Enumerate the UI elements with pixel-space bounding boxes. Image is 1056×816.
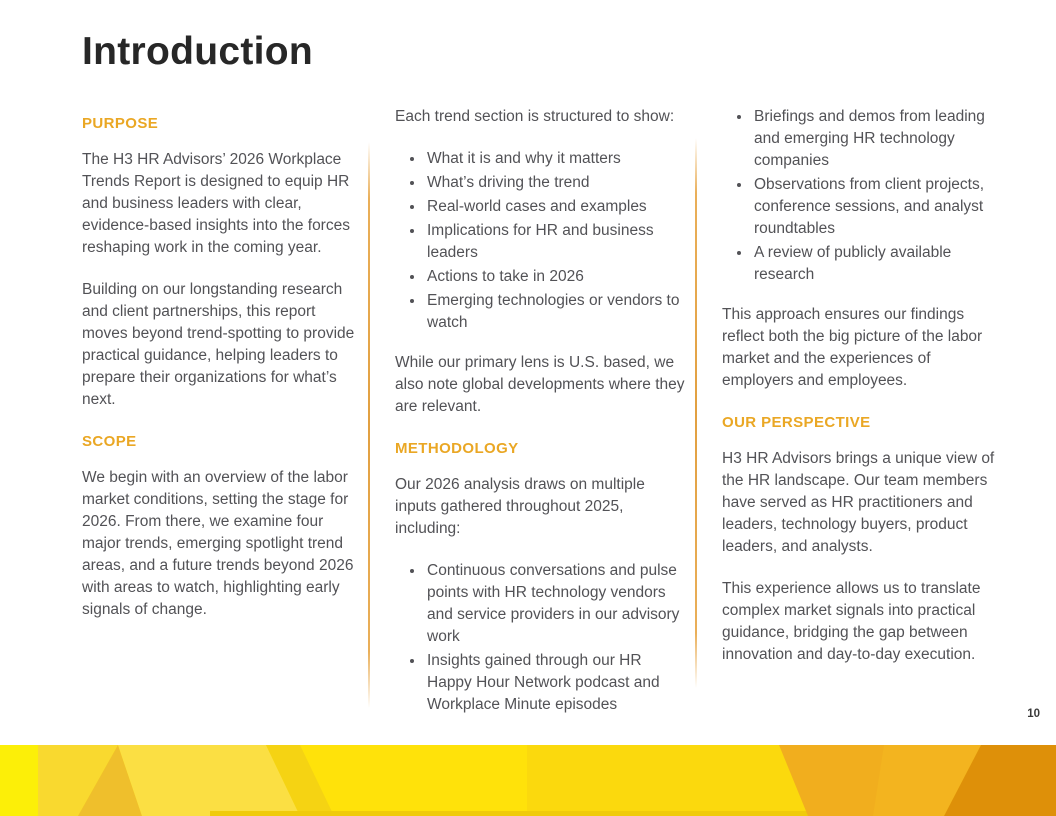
- column-inputs-perspective: [722, 106, 1004, 686]
- purpose-paragraph-2: Building on our longstanding research and client partnerships, this report moves beyond trend-spotting to provide practical guidance, helping leaders to prepare their organizations for what’s next.: [82, 281, 355, 408]
- list-item: • Actions to take in 2026: [425, 266, 687, 288]
- purpose-paragraph-1: The H3 HR Advisors’ 2026 Workplace Trends Report is designed to equip HR and business leaders with clear, evidence-based insights into the forces reshaping work in the coming year.: [82, 151, 350, 256]
- section-heading-scope: SCOPE: [82, 433, 137, 450]
- list-item: • Observations from client projects, conference sessions, and analyst roundtables: [752, 174, 1004, 240]
- column-purpose-scope: [82, 106, 362, 641]
- column-structure-methodology: [395, 106, 687, 734]
- list-item: • What’s driving the trend: [425, 172, 687, 194]
- list-item: • A review of publicly available research: [752, 242, 1004, 286]
- section-heading-purpose: PURPOSE: [82, 115, 159, 132]
- list-item: • Insights gained through our HR Happy Hour Network podcast and Workplace Minute episodes: [425, 650, 687, 716]
- page-number: 10: [1027, 708, 1040, 720]
- trend-structure-list: [395, 148, 687, 334]
- page-title: Introduction: [82, 30, 314, 73]
- scope-paragraph: We begin with an overview of the labor market conditions, setting the stage for 2026. From there, we examine four major trends, emerging spotlight trend areas, and a future trends beyond 2026 with areas to watch, highlighting early signals of change.: [82, 469, 354, 618]
- trend-structure-intro: Each trend section is structured to show:: [395, 108, 675, 125]
- list-item: • What it is and why it matters: [425, 148, 687, 170]
- column-divider-2: [695, 138, 697, 688]
- list-item: • Emerging technologies or vendors to watch: [425, 290, 687, 334]
- methodology-inputs-list-continued: [722, 106, 1004, 286]
- section-heading-methodology: METHODOLOGY: [395, 440, 519, 457]
- approach-paragraph: This approach ensures our findings reflect both the big picture of the labor market and the experiences of employers and employees.: [722, 306, 983, 389]
- list-item: • Implications for HR and business leaders: [425, 220, 687, 264]
- section-heading-our-perspective: OUR PERSPECTIVE: [722, 414, 871, 431]
- list-item: • Real-world cases and examples: [425, 196, 687, 218]
- decorative-footer-band: [0, 745, 1056, 816]
- list-item: • Briefings and demos from leading and emerging HR technology companies: [752, 106, 1004, 172]
- perspective-paragraph-2: This experience allows us to translate complex market signals into practical guidance, bridging the gap between innovation and day-to-day execution.: [722, 580, 981, 663]
- perspective-paragraph-1: H3 HR Advisors brings a unique view of the HR landscape. Our team members have served as HR practitioners and leaders, technology buyers, product leaders, and analysts.: [722, 450, 995, 555]
- global-lens-paragraph: While our primary lens is U.S. based, we also note global developments where they are relevant.: [395, 354, 685, 415]
- methodology-inputs-list: [395, 560, 687, 716]
- methodology-intro: Our 2026 analysis draws on multiple inputs gathered throughout 2025, including:: [395, 476, 645, 537]
- column-divider-1: [368, 142, 370, 708]
- list-item: • Continuous conversations and pulse points with HR technology vendors and service providers in our advisory work: [425, 560, 687, 648]
